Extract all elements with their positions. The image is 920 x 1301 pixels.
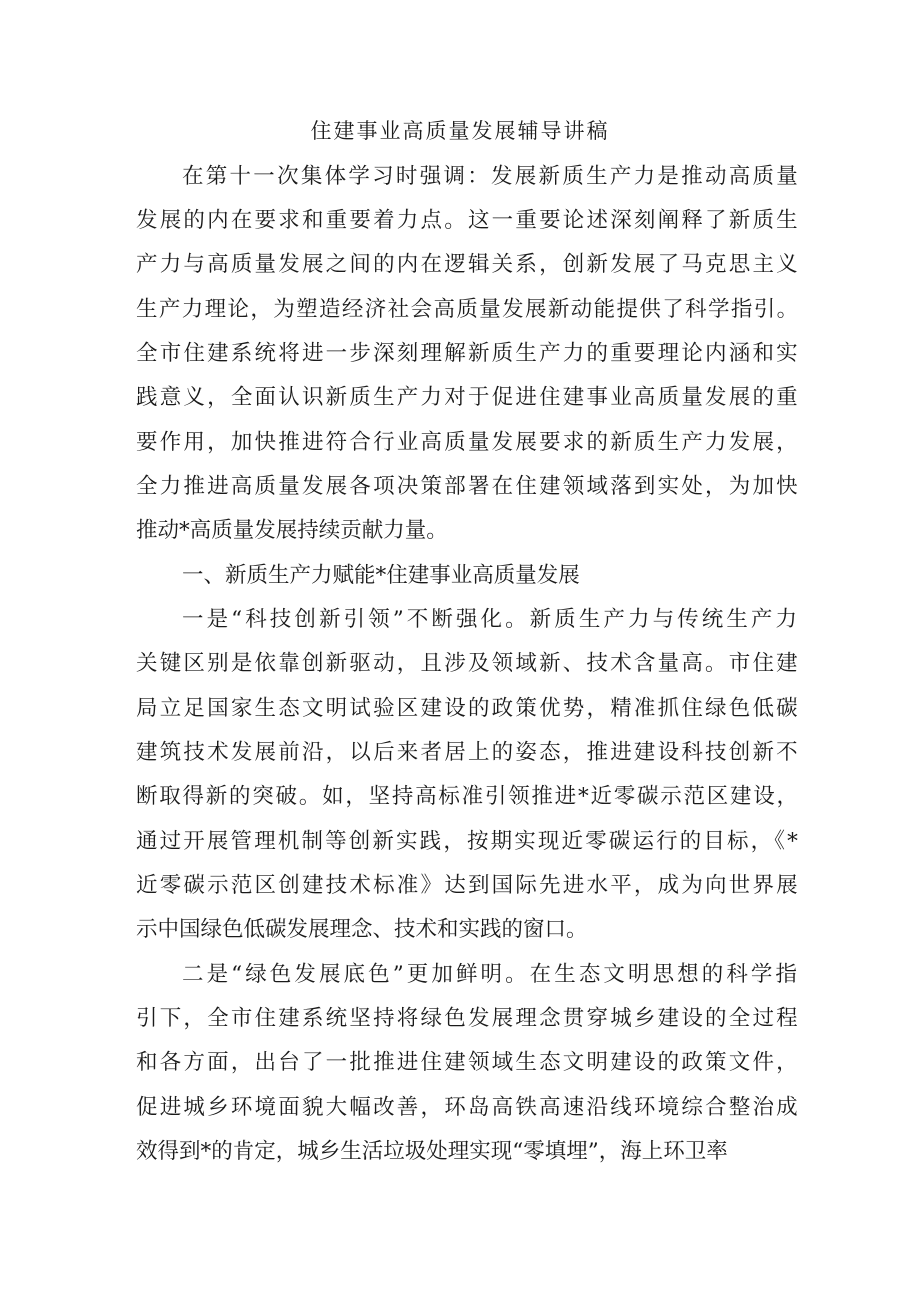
paragraph-line: 推动*高质量发展持续贡献力量。 bbox=[136, 518, 448, 543]
paragraph-line: 示中国绿色低碳发展理念、技术和实践的窗口。 bbox=[136, 917, 588, 942]
paragraph-line: 二是“绿色发展底色”更加鲜明。在生态文明思想的科学指 bbox=[182, 962, 801, 987]
paragraph-line: 要作用，加快推进符合行业高质量发展要求的新质生产力发展， bbox=[136, 430, 800, 455]
paragraph-line: 引下，全市住建系统坚持将绿色发展理念贯穿城乡建设的全过程 bbox=[136, 1006, 800, 1031]
paragraph-line: 效得到*的肯定，城乡生活垃圾处理实现“零填埋”，海上环卫率 bbox=[136, 1139, 728, 1164]
document-title: 住建事业高质量发展辅导讲稿 bbox=[310, 119, 610, 143]
paragraph-line: 关键区别是依靠创新驱动，且涉及领域新、技术含量高。市住建 bbox=[136, 651, 800, 676]
paragraph-line: 践意义，全面认识新质生产力对于促进住建事业高质量发展的重 bbox=[136, 385, 800, 410]
paragraph-line: 促进城乡环境面貌大幅改善，环岛高铁高速沿线环境综合整治成 bbox=[136, 1095, 800, 1120]
section-heading: 一、新质生产力赋能*住建事业高质量发展 bbox=[182, 563, 580, 588]
paragraph-line: 断取得新的突破。如，坚持高标准引领推进*近零碳示范区建设， bbox=[136, 784, 800, 809]
paragraph-line: 发展的内在要求和重要着力点。这一重要论述深刻阐释了新质生 bbox=[136, 208, 800, 233]
paragraph-line: 产力与高质量发展之间的内在逻辑关系，创新发展了马克思主义 bbox=[136, 252, 800, 277]
paragraph-line: 全力推进高质量发展各项决策部署在住建领域落到实处，为加快 bbox=[136, 474, 800, 499]
paragraph-line: 建筑技术发展前沿，以后来者居上的姿态，推进建设科技创新不 bbox=[136, 740, 800, 765]
paragraph-line: 局立足国家生态文明试验区建设的政策优势，精准抓住绿色低碳 bbox=[136, 696, 800, 721]
paragraph-line: 通过开展管理机制等创新实践，按期实现近零碳运行的目标，《* bbox=[136, 829, 801, 854]
paragraph-line: 一是“科技创新引领”不断强化。新质生产力与传统生产力 bbox=[182, 607, 801, 632]
paragraph-line: 在第十一次集体学习时强调：发展新质生产力是推动高质量 bbox=[182, 164, 801, 189]
paragraph-line: 和各方面，出台了一批推进住建领域生态文明建设的政策文件， bbox=[136, 1050, 800, 1075]
paragraph-line: 全市住建系统将进一步深刻理解新质生产力的重要理论内涵和实 bbox=[136, 341, 800, 366]
paragraph-line: 生产力理论，为塑造经济社会高质量发展新动能提供了科学指引。 bbox=[136, 297, 800, 322]
paragraph-line: 近零碳示范区创建技术标准》达到国际先进水平，成为向世界展 bbox=[136, 873, 800, 898]
